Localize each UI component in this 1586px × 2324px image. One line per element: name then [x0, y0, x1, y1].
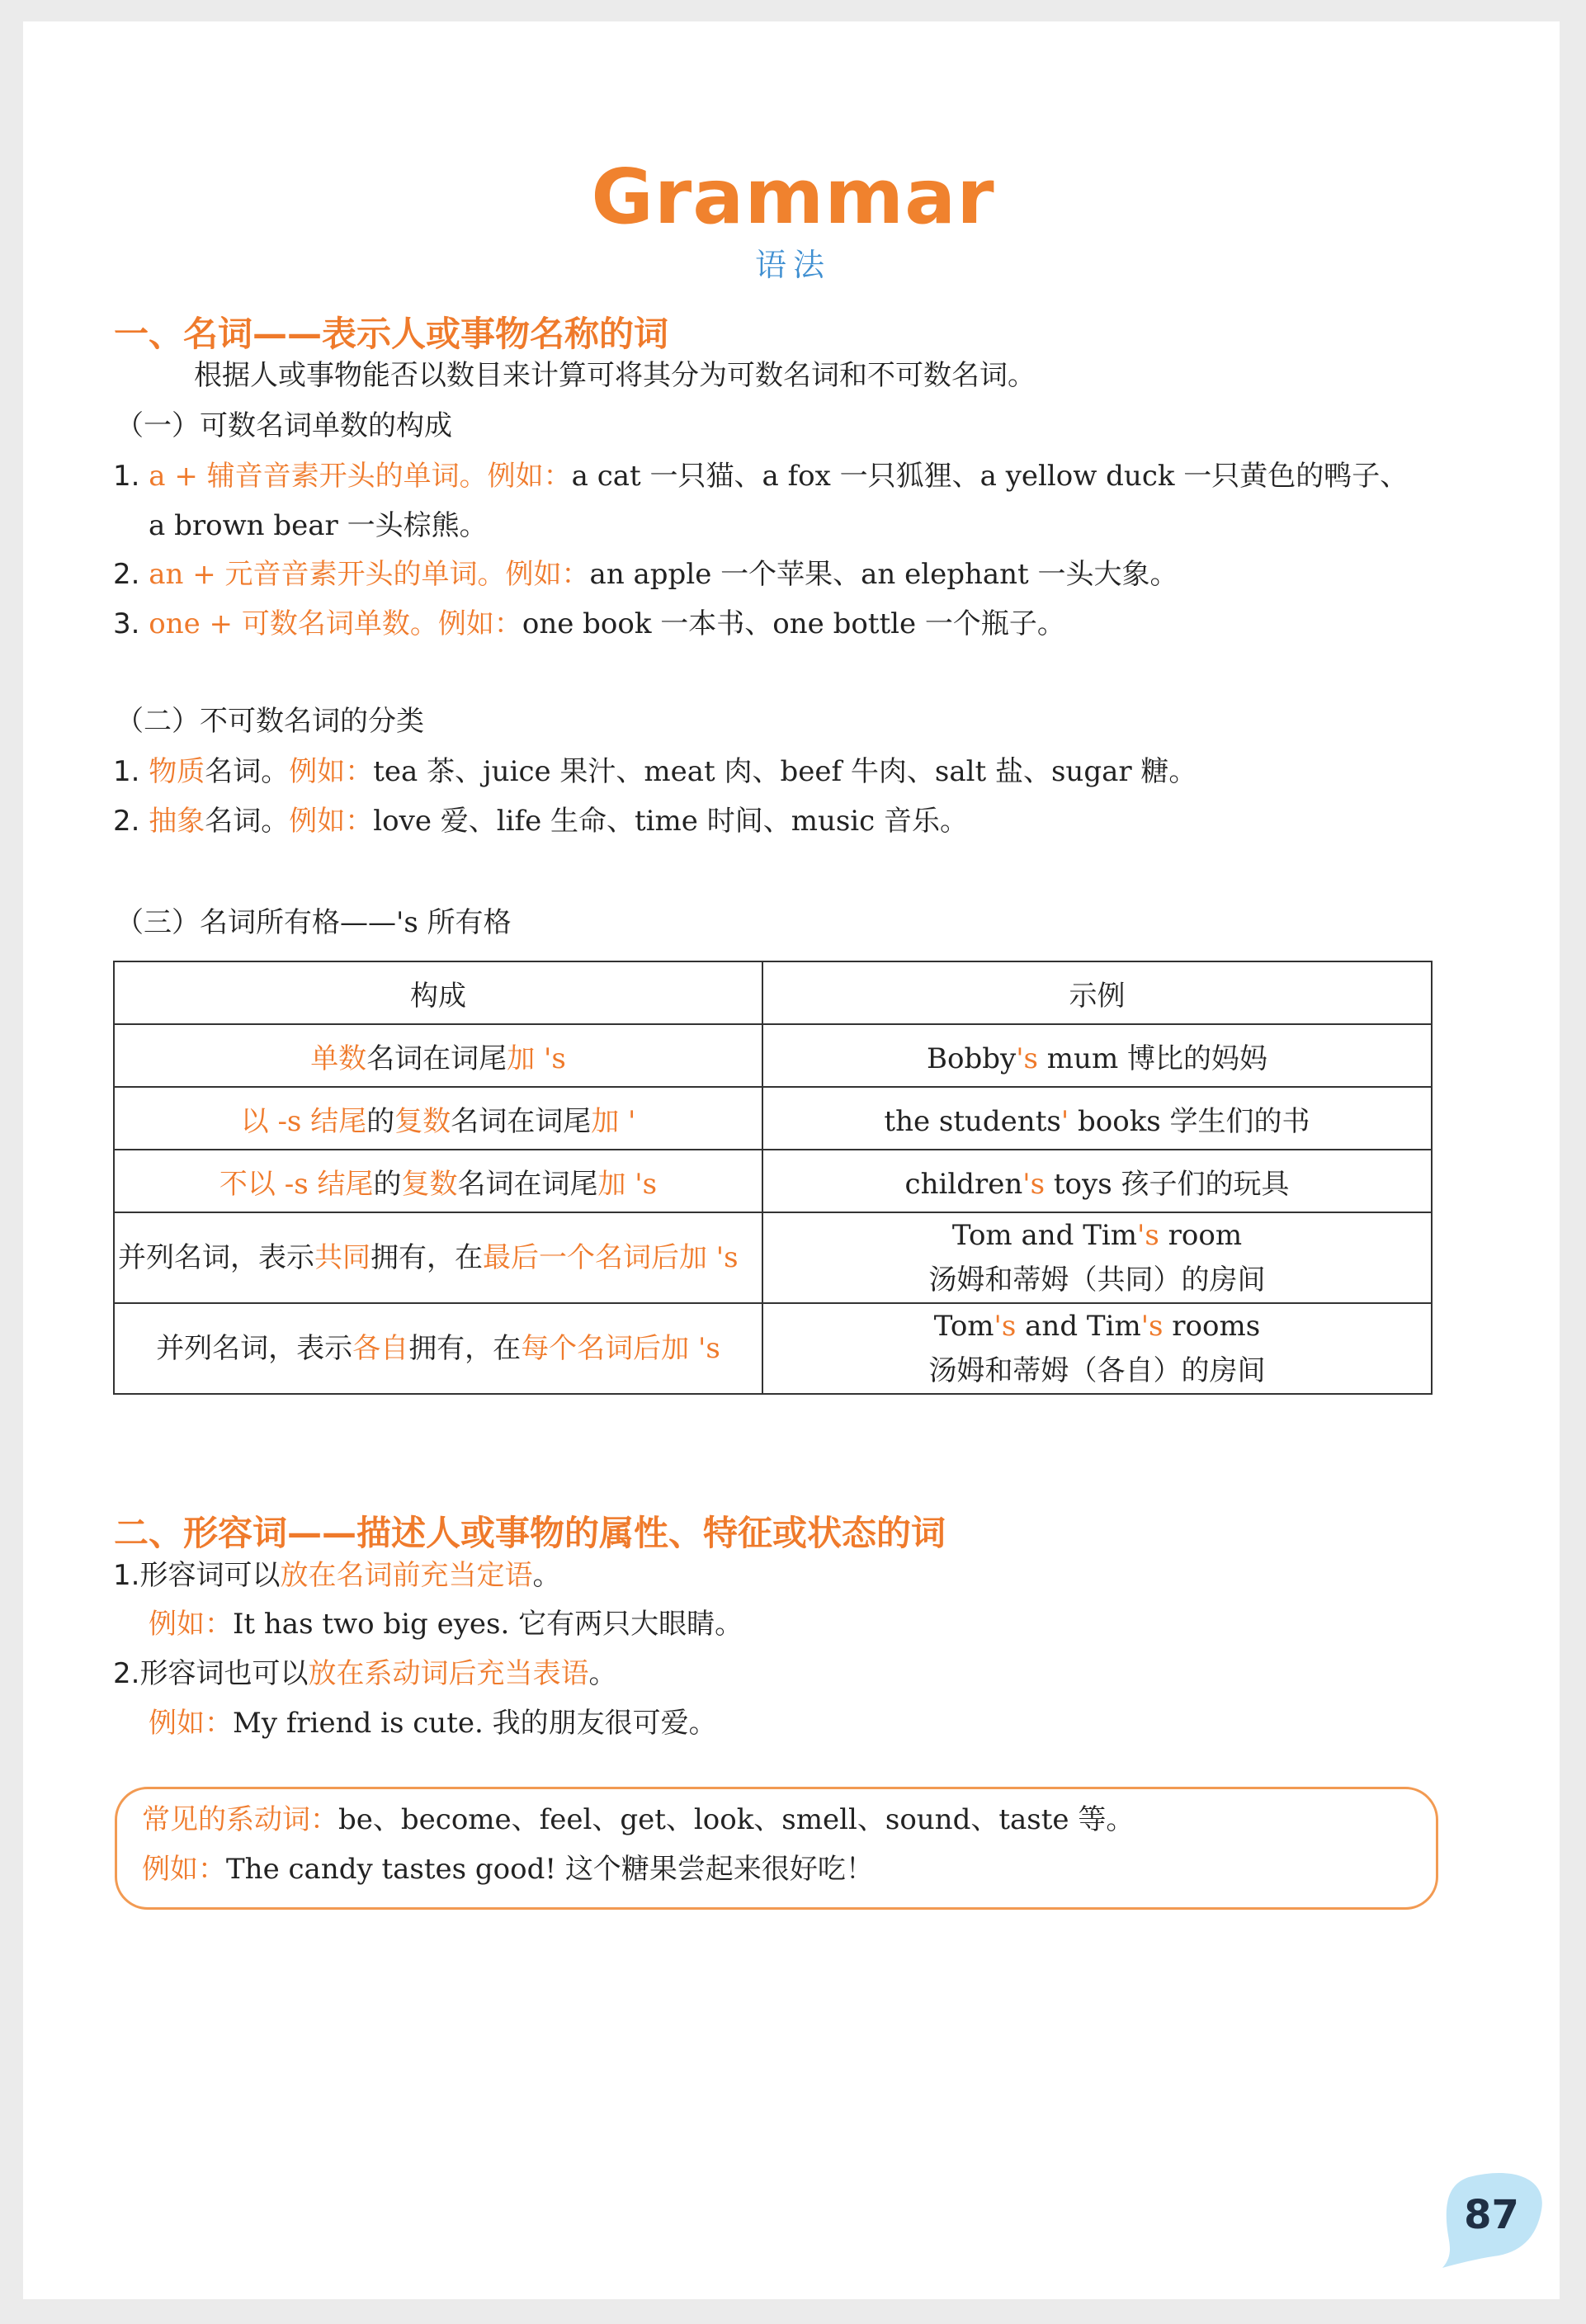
part3-heading: （三）名词所有格——'s 所有格 [116, 906, 512, 939]
table-header-row [114, 961, 1432, 1024]
cell-text: toys 孩子们的玩具 [1045, 1167, 1290, 1201]
cell-text: the students [884, 1104, 1061, 1138]
page-title: Grammar [591, 153, 995, 241]
item-text: 。 [532, 1559, 561, 1592]
table-row [114, 1087, 1432, 1150]
item-number: 3. [113, 607, 140, 640]
cell-highlight: 最后一个名词后加 's [483, 1241, 739, 1274]
table-cell-rule [114, 1087, 762, 1150]
table-cell-example [762, 1024, 1432, 1087]
section1-intro: 根据人或事物能否以数目来计算可将其分为可数名词和不可数名词。 [194, 359, 1036, 392]
item-examples: a cat 一只猫、a fox 一只狐狸、a yellow duck 一只黄色的鸭子、 [571, 460, 1409, 493]
item-rest: 名词。 [205, 805, 290, 838]
item-examples: one book 一本书、one bottle 一个瓶子。 [522, 607, 1065, 640]
table-row [114, 1303, 1432, 1394]
table-cell-rule [114, 1150, 762, 1212]
cell-highlight: 以 -s 结尾 [240, 1104, 367, 1138]
cell-highlight: 加 's [597, 1167, 658, 1201]
item-number: 1. [113, 460, 140, 493]
item-text: 。 [588, 1657, 617, 1690]
cell-line [767, 1213, 1428, 1258]
item-examples: love 爱、life 生命、time 时间、music 音乐。 [373, 805, 969, 838]
item-number: 2. [113, 805, 140, 838]
cell-text: 的 [366, 1104, 395, 1138]
example-label: 例如： [289, 755, 374, 788]
table-header-cell: 构成 [114, 961, 762, 1024]
item-number: 2. [113, 1657, 140, 1690]
example-label: 例如： [289, 805, 374, 838]
cell-text: 拥有，在 [371, 1241, 483, 1274]
part1-item3 [113, 606, 1065, 642]
cell-text: room [1159, 1219, 1243, 1252]
cell-highlight: 不以 -s 结尾 [219, 1167, 374, 1201]
item-text: 形容词也可以 [139, 1657, 309, 1690]
cell-text: Bobby [927, 1042, 1017, 1075]
cell-text: 名词在词尾 [457, 1167, 598, 1201]
cell-highlight: 's [1137, 1219, 1159, 1252]
item-rest: 名词。 [205, 755, 290, 788]
section2-heading: 二、形容词——描述人或事物的属性、特征或状态的词 [114, 1513, 946, 1553]
example-label: 例如： [149, 1707, 233, 1740]
cell-highlight: 每个名词后加 's [521, 1332, 720, 1365]
cell-highlight: 's [1022, 1167, 1046, 1201]
note-text: be、become、feel、get、look、smell、sound、taste 等。 [338, 1803, 1135, 1836]
example-text: My friend is cute. 我的朋友很可爱。 [233, 1707, 717, 1740]
part1-item2 [113, 556, 1178, 593]
cell-line: 汤姆和蒂姆（共同）的房间 [928, 1264, 1266, 1297]
part2-item1 [113, 753, 1197, 790]
item-number: 1. [113, 1559, 140, 1592]
cell-highlight: 复数 [401, 1167, 458, 1201]
cell-highlight: 单数 [310, 1042, 367, 1075]
cell-text: Tom and Tim [951, 1219, 1138, 1252]
note-text: The candy tastes good! 这个糖果尝起来很好吃！ [226, 1853, 874, 1886]
item-number: 2. [113, 558, 140, 591]
cell-line [767, 1304, 1428, 1349]
table-header-cell: 示例 [762, 961, 1432, 1024]
cell-text: 拥有，在 [408, 1332, 522, 1365]
cell-text: rooms [1163, 1310, 1261, 1343]
cell-text: mum 博比的妈妈 [1038, 1042, 1267, 1075]
page-number: 87 [1464, 2192, 1519, 2238]
cell-highlight: 's [1016, 1042, 1038, 1075]
item-rule: an + 元音音素开头的单词。例如： [149, 558, 590, 591]
cell-text: 并列名词，表示 [118, 1241, 314, 1274]
part2-item2 [113, 803, 968, 839]
table-cell-rule [114, 1024, 762, 1087]
cell-highlight: 加 's [507, 1042, 566, 1075]
page-number-badge [1436, 2170, 1547, 2270]
cell-highlight: 's [1140, 1310, 1164, 1343]
cell-text: books 学生们的书 [1069, 1104, 1310, 1138]
cell-text: 并列名词，表示 [156, 1332, 353, 1365]
table-cell-example [762, 1150, 1432, 1212]
item-highlight: 抽象 [149, 805, 205, 838]
example-text: It has two big eyes. 它有两只大眼睛。 [233, 1608, 743, 1641]
section2-item1 [113, 1557, 560, 1594]
cell-highlight: 共同 [314, 1241, 371, 1274]
item-examples: an apple 一个苹果、an elephant 一头大象。 [589, 558, 1178, 591]
cell-text: 名词在词尾 [451, 1104, 592, 1138]
note-label: 常见的系动词： [142, 1803, 338, 1836]
item-text: 形容词可以 [139, 1559, 281, 1592]
table-cell-example [762, 1212, 1432, 1303]
cell-text: and Tim [1016, 1310, 1141, 1343]
item-rule: one + 可数名词单数。例如： [149, 607, 522, 640]
section2-item2 [113, 1656, 616, 1692]
cell-highlight: ' [1060, 1104, 1069, 1138]
part1-item1-cont: a brown bear 一头棕熊。 [149, 509, 488, 542]
section2-example2 [149, 1705, 717, 1741]
cell-highlight: 加 ' [591, 1104, 636, 1138]
table-cell-rule [114, 1212, 762, 1303]
page-subtitle: 语法 [754, 247, 831, 283]
possessive-table [113, 961, 1433, 1395]
cell-highlight: 复数 [394, 1104, 451, 1138]
cell-highlight: 's [994, 1310, 1017, 1343]
note-line2 [142, 1851, 874, 1887]
item-highlight: 物质 [149, 755, 205, 788]
note-line1 [142, 1802, 1134, 1838]
note-label: 例如： [142, 1853, 226, 1886]
table-row [114, 1150, 1432, 1212]
cell-text: 的 [373, 1167, 402, 1201]
cell-highlight: 各自 [352, 1332, 409, 1365]
item-examples: tea 茶、juice 果汁、meat 肉、beef 牛肉、salt 盐、sugar 糖。 [373, 755, 1197, 788]
part1-heading: （一）可数名词单数的构成 [116, 409, 452, 442]
table-cell-rule [114, 1303, 762, 1394]
part2-heading: （二）不可数名词的分类 [116, 705, 424, 738]
part1-item1 [113, 458, 1408, 494]
cell-text: children [904, 1167, 1023, 1201]
item-highlight: 放在系动词后充当表语 [308, 1657, 589, 1690]
table-cell-example [762, 1087, 1432, 1150]
table-row [114, 1212, 1432, 1303]
section2-example1 [149, 1606, 743, 1642]
item-number: 1. [113, 755, 140, 788]
section1-heading: 一、名词——表示人或事物名称的词 [114, 314, 669, 354]
cell-text: 名词在词尾 [366, 1042, 507, 1075]
table-cell-example [762, 1303, 1432, 1394]
item-highlight: 放在名词前充当定语 [280, 1559, 533, 1592]
item-rule: a + 辅音音素开头的单词。例如： [149, 460, 572, 493]
cell-line: 汤姆和蒂姆（各自）的房间 [928, 1354, 1266, 1387]
example-label: 例如： [149, 1608, 233, 1641]
cell-text: Tom [933, 1310, 994, 1343]
table-row [114, 1024, 1432, 1087]
